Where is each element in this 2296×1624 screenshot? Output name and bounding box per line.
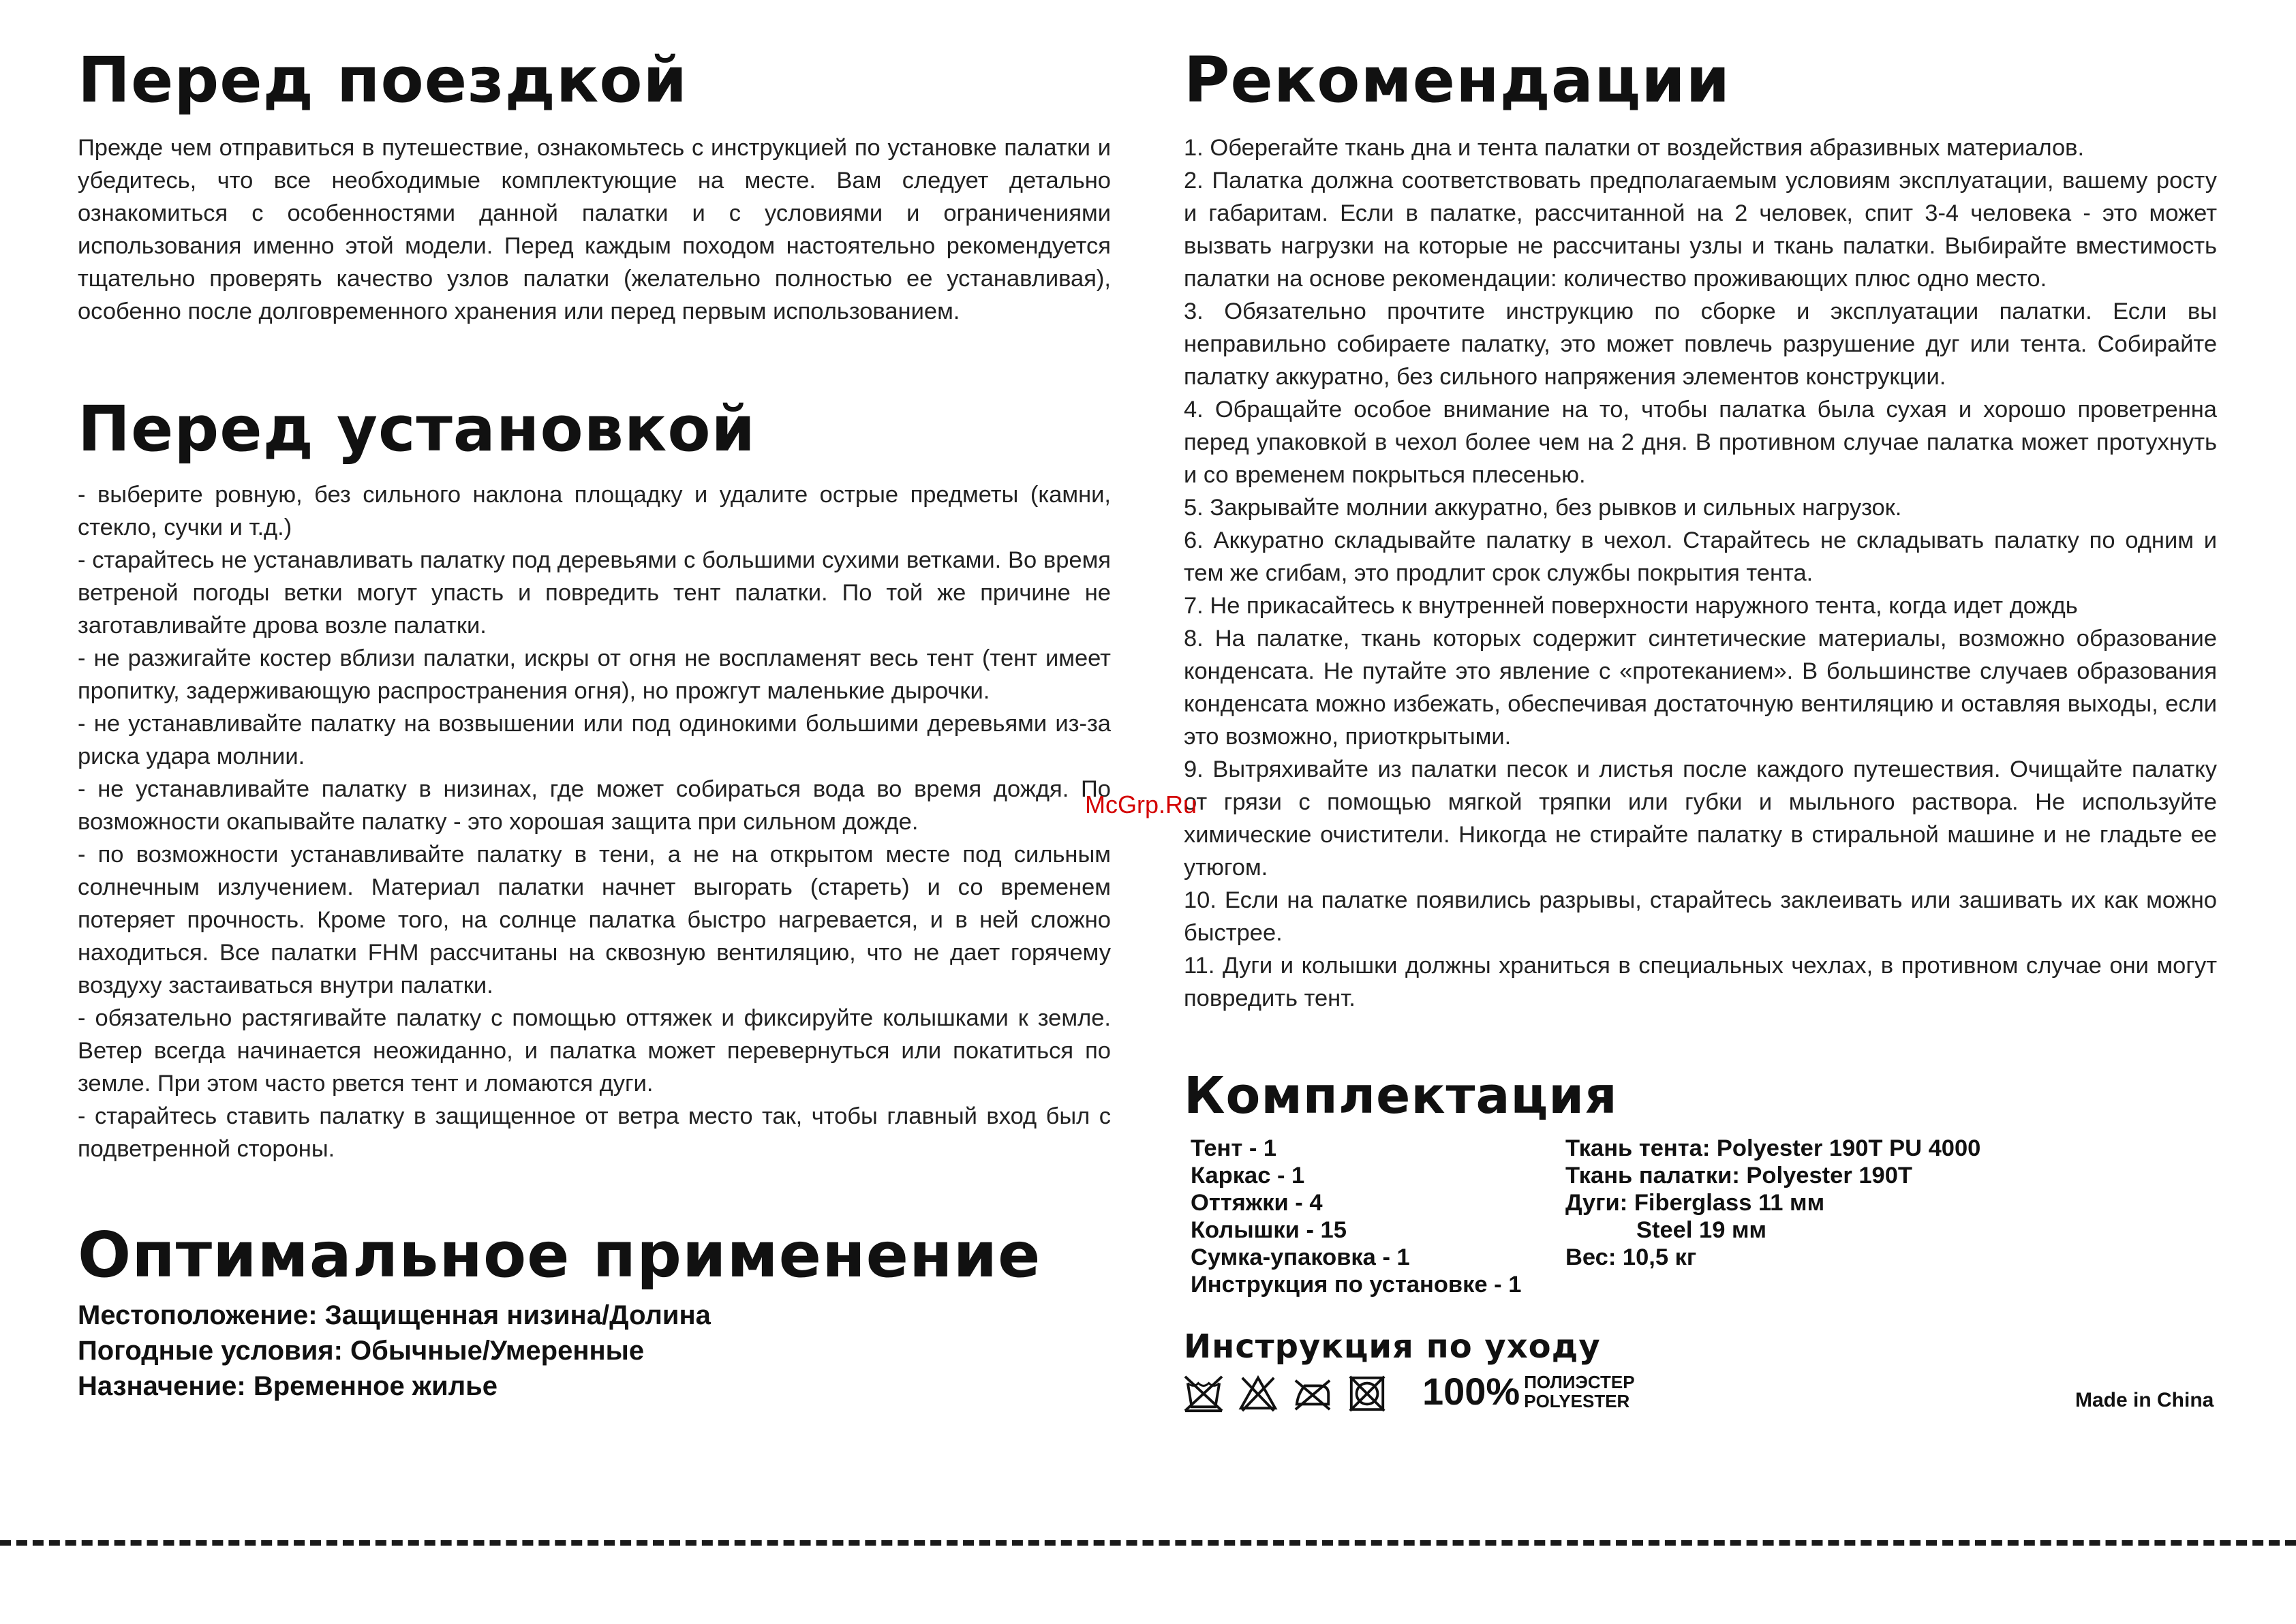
list-item: 8. На палатке, ткань которых содержит синтетические материалы, возможно образование конденсата. Не путайте это явление с «протеканием». В большинстве случаев образования конденсата можно избежать, обеспечивая достаточную вентиляцию и оставляя выходы, если это возможно, приоткрытыми.	[1184, 626, 2217, 750]
list-item: 2. Палатка должна соответствовать предполагаемым условиям эксплуатации, вашему росту и габаритам. Если в палатке, рассчитанной на 2 человек, спит 3-4 человека - это может вызвать нагрузки на которые не рассчитаны узлы и ткань палатки. Выбирайте вместимость палатки на основе рекомендации: количество проживающих плюс одно место.	[1184, 168, 2217, 292]
list-item: 5. Закрывайте молнии аккуратно, без рывков и сильных нагрузок.	[1184, 495, 1902, 521]
list-item: 10. Если на палатке появились разрывы, старайтесь заклеивать или зашивать их как можно быстрее.	[1184, 887, 2217, 946]
list-item: - не устанавливайте палатку на возвышении или под одинокими большими деревьями из-за риска удара молнии.	[78, 711, 1111, 769]
spec-item: Steel 19 мм	[1636, 1217, 1767, 1243]
list-item: 7. Не прикасайтесь к внутренней поверхности наружного тента, когда идет дождь	[1184, 593, 2078, 619]
spec-item: Вес: 10,5 кг	[1565, 1244, 1697, 1270]
kit-item: Оттяжки - 4	[1191, 1190, 1323, 1216]
no-iron-icon	[1293, 1374, 1332, 1413]
kit-item: Инструкция по установке - 1	[1191, 1272, 1522, 1298]
location-line: Местоположение: Защищенная низина/Долина	[78, 1300, 711, 1330]
kit-contents	[1191, 1135, 1521, 1298]
material-percent: 100%	[1422, 1370, 1520, 1413]
optimal-use-title: Оптимальное применение	[78, 1219, 1041, 1291]
list-item: - выберите ровную, без сильного наклона площадку и удалите острые предметы (камни, стекло, сучки и т.д.)	[78, 482, 1111, 540]
care-title: Инструкция по уходу	[1184, 1328, 1601, 1366]
kit-item: Тент - 1	[1191, 1135, 1277, 1161]
before-trip-text: Прежде чем отправиться в путешествие, ознакомьтесь с инструкцией по установке палатки и убедитесь, что все необходимые комплектующие на месте. Вам следует детально ознакомиться с особенностями данной палатки и с условиями и ограничениями использования именно этой модели. Перед каждым походом настоятельно рекомендуется тщательно проверять качество узлов палатки (желательно полностью ее устанавливая), особенно после долговременного хранения или перед первым использованием.	[78, 135, 1111, 324]
list-item: - старайтесь ставить палатку в защищенное от ветра место так, чтобы главный вход был с подветренной стороны.	[78, 1103, 1111, 1162]
list-item: - не разжигайте костер вблизи палатки, искры от огня не воспламенят весь тент (тент имеет пропитку, задерживающую распространения огня), но прожгут маленькие дырочки.	[78, 645, 1111, 704]
made-in-label: Made in China	[2075, 1389, 2214, 1411]
list-item: 3. Обязательно прочтите инструкцию по сборке и эксплуатации палатки. Если вы неправильно собираете палатку, это может повлечь разрушение дуг или тента. Собирайте палатку аккуратно, без сильного напряжения элементов конструкции.	[1184, 298, 2217, 390]
cut-line-divider	[0, 1540, 2296, 1546]
list-item: - по возможности устанавливайте палатку в тени, а не на открытом месте под сильным солнечным излучением. Материал палатки начнет выгорать (стареть) и со временем потеряет прочность. Кроме того, на солнце палатка быстро нагревается, и в ней сложно находиться. Все палатки FHM рассчитаны на сквозную вентиляцию, что не дает горячему воздуху застаиваться внутри палатки.	[78, 842, 1111, 998]
recommendations-title: Рекомендации	[1184, 44, 1731, 117]
no-tumble-dry-icon	[1347, 1374, 1387, 1413]
watermark: McGrp.Ru	[1085, 791, 1197, 818]
list-item: 1. Оберегайте ткань дна и тента палатки от воздействия абразивных материалов.	[1184, 135, 2085, 161]
before-setup-list	[78, 478, 1111, 1165]
recommendations-list	[1184, 132, 2217, 1015]
kit-specs	[1565, 1135, 1980, 1271]
no-bleach-icon	[1238, 1374, 1278, 1413]
care-icons	[1184, 1374, 1387, 1413]
list-item: 11. Дуги и колышки должны храниться в специальных чехлах, в противном случае они могут повредить тент.	[1184, 953, 2217, 1011]
list-item: - старайтесь не устанавливать палатку под деревьями с большими сухими ветками. Во время ветреной погоды ветки могут упасть и повредить тент палатки. По той же причине не заготавливайте дрова возле палатки.	[78, 547, 1111, 639]
kit-item: Сумка-упаковка - 1	[1191, 1244, 1410, 1270]
material-names	[1524, 1373, 1634, 1411]
spec-item: Дуги: Fiberglass 11 мм	[1565, 1190, 1825, 1216]
list-item: 6. Аккуратно складывайте палатку в чехол. Старайтесь не складывать палатку по одним и тем же сгибам, это продлит срок службы покрытия тента.	[1184, 527, 2217, 586]
kit-item: Каркас - 1	[1191, 1163, 1305, 1189]
before-trip-title: Перед поездкой	[78, 44, 688, 117]
kit-item: Колышки - 15	[1191, 1217, 1347, 1243]
spec-item: Ткань тента: Polyester 190T PU 4000	[1565, 1135, 1981, 1161]
no-wash-icon	[1184, 1374, 1223, 1413]
list-item: 4. Обращайте особое внимание на то, чтобы палатка была сухая и хорошо проветренна перед упаковкой в чехол более чем на 2 дня. В противном случае палатка может протухнуть и со временем покрыться плесенью.	[1184, 397, 2217, 488]
material-ru: ПОЛИЭСТЕР	[1524, 1372, 1635, 1392]
before-setup-title: Перед установкой	[78, 393, 756, 465]
material-en: POLYESTER	[1524, 1391, 1630, 1411]
list-item: - обязательно растягивайте палатку с помощью оттяжек и фиксируйте колышками к земле. Ветер всегда начинается неожиданно, и палатка может перевернуться или покатиться по земле. При этом часто рвется тент и ломаются дуги.	[78, 1005, 1111, 1097]
spec-item: Ткань палатки: Polyester 190T	[1565, 1163, 1912, 1189]
material-label	[1422, 1370, 1635, 1413]
kit-title: Комплектация	[1184, 1067, 1618, 1125]
weather-line: Погодные условия: Обычные/Умеренные	[78, 1336, 645, 1366]
optimal-use-list	[78, 1298, 711, 1404]
kit-block	[1191, 1135, 2213, 1305]
list-item: 9. Вытряхивайте из палатки песок и листья после каждого путешествия. Очищайте палатку от грязи с помощью мягкой тряпки или губки и мыльного раствора. Не используйте химические очистители. Никогда не стирайте палатку в стиральной машине и не гладьте ее утюгом.	[1184, 756, 2217, 880]
purpose-line: Назначение: Временное жилье	[78, 1371, 498, 1401]
list-item: - не устанавливайте палатку в низинах, где может собираться вода во время дождя. По возможности окапывайте палатку - это хорошая защита при сильном дожде.	[78, 776, 1111, 835]
